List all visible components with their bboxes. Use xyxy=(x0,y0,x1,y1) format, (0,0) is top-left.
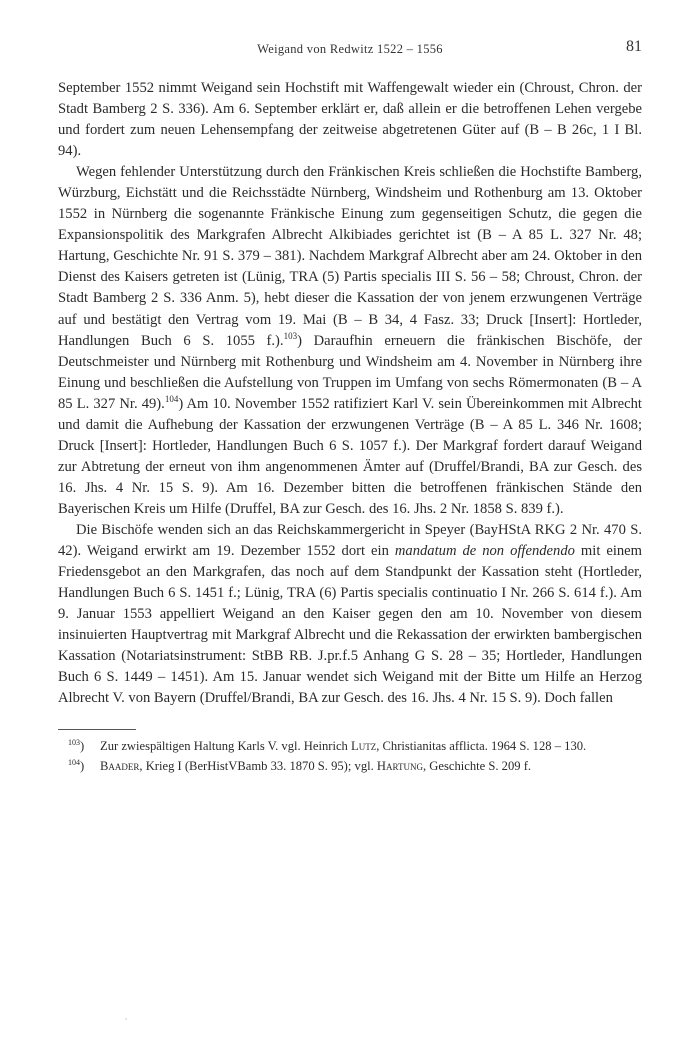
paragraph-2 xyxy=(58,162,642,520)
paragraph-2-text-b: ) Daraufhin erneuern die fränkischen Bischöfe, der Deutschmeister und Nürnberg mit Rothenburg und Windsheim am 4. November in Nürnberg ihre Einung und beschließen die Aufstellung von Truppen im Umfang von sechs Römermonaten (B – A 85 L. 327 Nr. 49). xyxy=(58,332,642,412)
paragraph-1 xyxy=(58,78,642,162)
paragraph-3-latin-term: mandatum de non offendendo xyxy=(394,543,575,560)
footnote-104 xyxy=(58,758,642,776)
author-name: Hartung xyxy=(376,759,423,773)
paragraph-2-text-c: ) Am 10. November 1552 ratifiziert Karl V. sein Übereinkommen mit Albrecht und damit die Aufhebung der Kassation der erzwungenen Verträge (B – A 85 L. 346 Nr. 1608; Druck [Insert]: Hortleder, Handlungen Buch 6 S. 1057 f.). Der Markgraf fordert darauf Weigand zur Abtretung der erneut von ihm angenommenen Ämter auf (Druffel/Brandi, BA zur Gesch. des 16. Jhs. 4 Nr. 15 S. 9). Am 16. Dezember bitten die betroffenen fränkischen Stände den Bayerischen Kreis um Hilfe (Druffel, BA zur Gesch. des 16. Jhs. 2 Nr. 1858 S. 839 f.). xyxy=(58,395,642,517)
body-text xyxy=(58,78,642,709)
footnote-label: $^{104}$) xyxy=(68,758,85,773)
paragraph-3-text-a: Die Bischöfe wenden sich an das Reichskammergericht in Speyer (BayHStA RKG 2 Nr. 470 S. 42). Weigand erwirkt am 19. Dezember 1552 dort ein xyxy=(58,521,642,560)
footnote-rule xyxy=(58,729,136,730)
footnote-text: Zur zwiespältigen Haltung Karls V. vgl. Heinrich xyxy=(100,739,352,754)
paragraph-3-text-b: mit einem Friedensgebot an den Markgrafen, das noch auf dem Standpunkt der Kassation steht (Hortleder, Handlungen Buch 6 S. 1451 f.; Lünig, TRA (6) Partis specialis continuatio I Nr. 266 S. 614 f.). Am 9. Januar 1553 appelliert Weigand an den Kaiser gegen den am 10. November von diesem insinuierten Hauptvertrag mit Markgraf Albrecht und die Rekassation der erwirkten bambergischen Kassation (Notariatsinstrument: StBB RB. J.pr.f.5 Anhang G S. 28 – 35; Hortleder, Handlungen Buch 6 S. 1449 – 1451). Am 15. Januar wendet sich Weigand mit der Bitte um Hilfe an Herzog Albrecht V. von Bayern (Druffel/Brandi, BA zur Gesch. des 16. Jhs. 4 Nr. 15 S. 9). Doch fallen xyxy=(58,543,643,707)
page-number: 81 xyxy=(626,38,642,55)
footnote-103 xyxy=(58,738,642,756)
footnote-number: 103 xyxy=(68,738,80,748)
scan-speck xyxy=(125,1018,127,1020)
footnote-ref-104[interactable]: 104 xyxy=(164,393,179,404)
paragraph-3 xyxy=(58,520,642,709)
footnote-text: , Geschichte S. 209 f. xyxy=(422,759,532,773)
footnote-ref-103[interactable]: 103 xyxy=(283,330,298,341)
footnotes xyxy=(58,738,642,775)
footnote-text: , Krieg I (BerHistVBamb 33. 1870 S. 95); vgl. xyxy=(139,759,377,773)
running-header xyxy=(58,38,642,64)
author-name: Baader xyxy=(100,759,140,773)
paragraph-2-text-a: Wegen fehlender Unterstützung durch den Fränkischen Kreis schließen die Hochstifte Bamberg, Würzburg, Eichstätt und die Reichsstädte Nürnberg, Windsheim und Rothenburg am 13. Oktober 1552 in Nürnberg die sogenannte Fränkische Einung zum gegenseitigen Schutz, die gegen die Expansionspolitik des Markgrafen Albrecht Alkibiades gerichtet ist (B – A 85 L. 327 Nr. 48; Hartung, Geschichte Nr. 91 S. 379 – 381). Nachdem Markgraf Albrecht aber am 24. Oktober in den Dienst des Kaisers getreten ist (Lünig, TRA (5) Partis specialis III S. 56 – 58; Chroust, Chron. der Stadt Bamberg 2 S. 336 Anm. 5), hebt dieser die Kassation der von jenem erzwungenen Verträge auf und bestätigt den Vertrag vom 19. Mai (B – B 34, 4 Fasz. 33; Druck [Insert]: Hortleder, Handlungen Buch 6 S. 1055 f.). xyxy=(58,164,642,349)
footnote-label: $^{103}$) xyxy=(68,738,85,754)
running-title: Weigand von Redwitz 1522 – 1556 xyxy=(257,42,443,56)
footnote-number: 104 xyxy=(68,758,80,767)
document-page xyxy=(58,38,642,778)
author-name: Lutz xyxy=(351,739,377,754)
footnote-text: , Christianitas afflicta. 1964 S. 128 – 130. xyxy=(376,739,587,754)
paragraph-1-text: September 1552 nimmt Weigand sein Hochstift mit Waffengewalt wieder ein (Chroust, Chron. der Stadt Bamberg 2 S. 336). Am 6. September erklärt er, daß allein er die betroffenen Lehen vergebe und fordert zum neuen Lehensempfang der zeitweise abgetretenen Güter auf (B – B 26c, 1 I Bl. 94). xyxy=(58,80,642,160)
